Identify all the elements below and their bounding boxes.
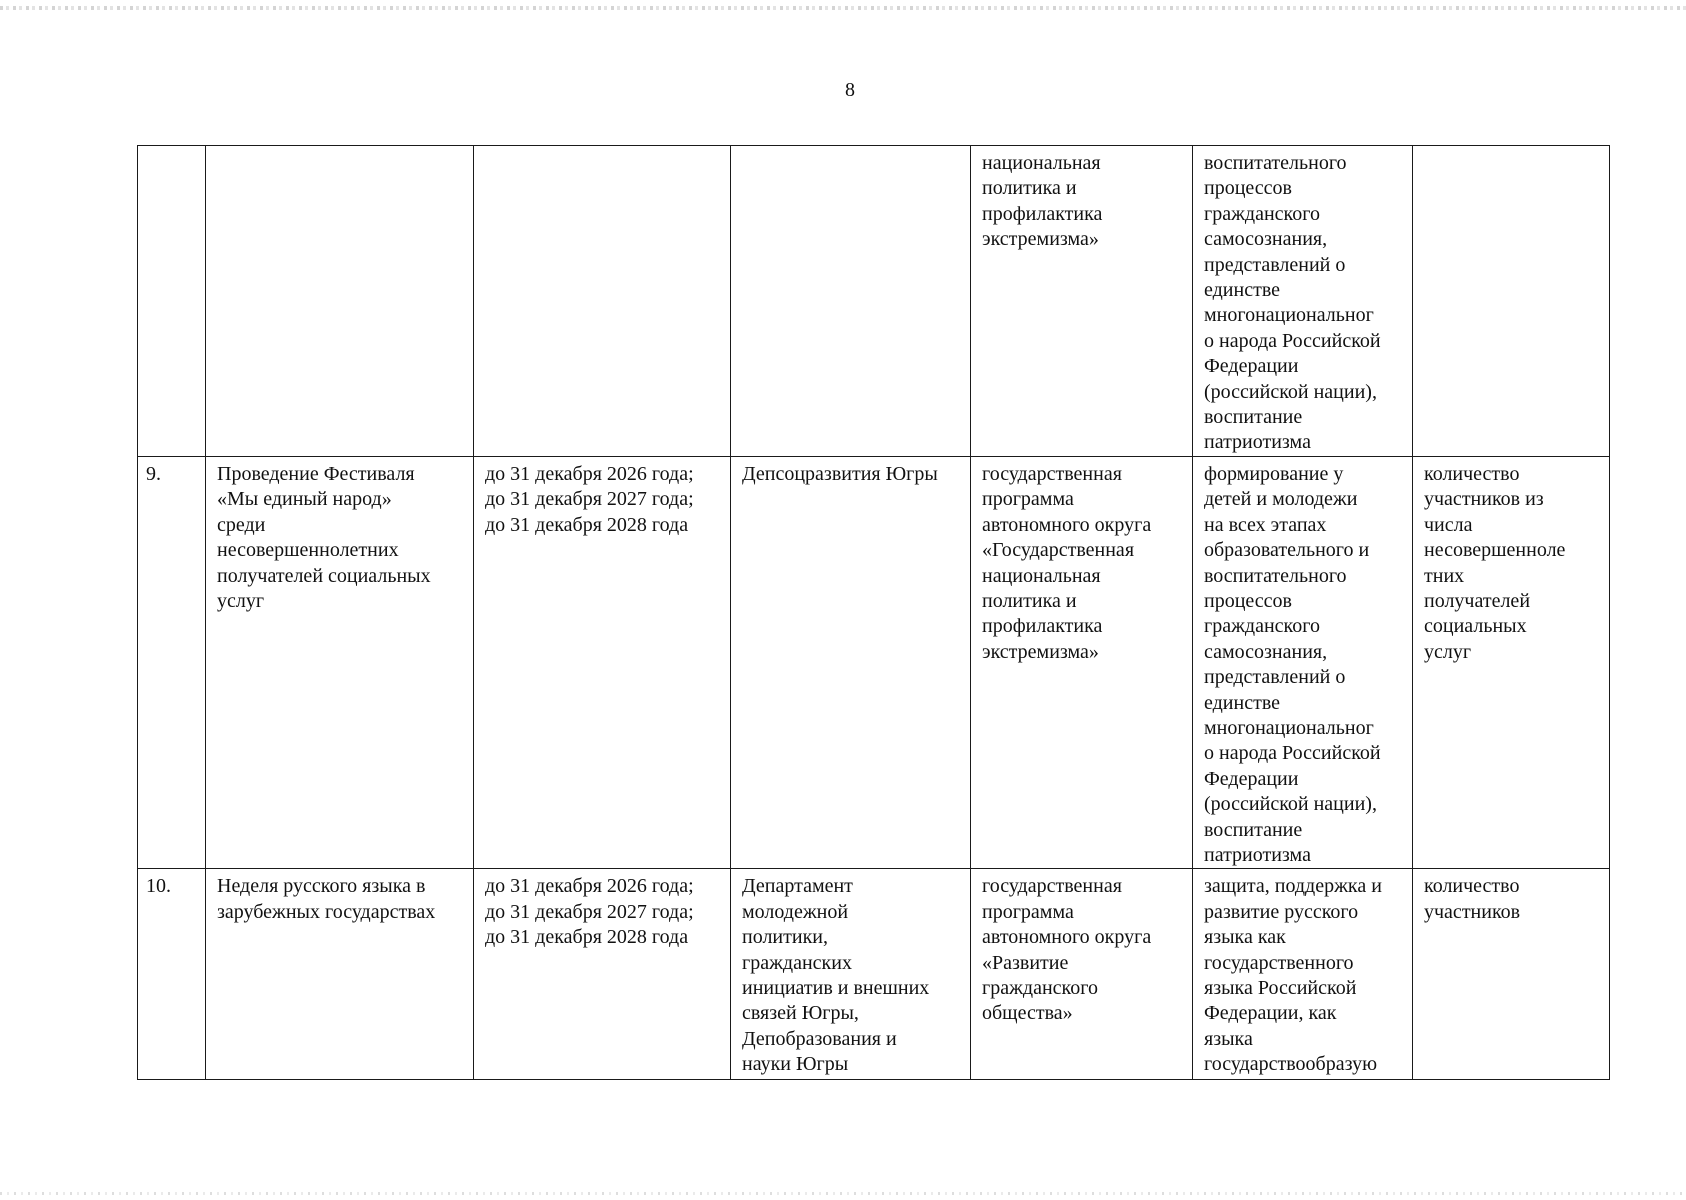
- program-cell: национальная политика и профилактика экстремизма»: [971, 146, 1193, 457]
- table-row: [138, 869, 1610, 1080]
- scan-edge-top: [0, 6, 1686, 10]
- program-cell: государственная программа автономного округа «Государственная национальная политика и профилактика экстремизма»: [971, 456, 1193, 869]
- indicator-cell: [1413, 146, 1610, 457]
- indicator-cell: количество участников из числа несовершенноле тних получателей социальных услуг: [1413, 456, 1610, 869]
- row-number-cell: [138, 146, 206, 457]
- event-cell: Проведение Фестиваля «Мы единый народ» среди несовершеннолетних получателей социальных услуг: [206, 456, 474, 869]
- indicator-cell: количество участников: [1413, 869, 1610, 1080]
- goal-cell: защита, поддержка и развитие русского языка как государственного языка Российской Федерации, как языка государствообразую: [1193, 869, 1413, 1080]
- deadline-cell: до 31 декабря 2026 года; до 31 декабря 2027 года; до 31 декабря 2028 года: [474, 456, 731, 869]
- scan-edge-bottom: [0, 1192, 1686, 1195]
- event-cell: Неделя русского языка в зарубежных государствах: [206, 869, 474, 1080]
- measures-table: [137, 145, 1610, 1080]
- program-cell: государственная программа автономного округа «Развитие гражданского общества»: [971, 869, 1193, 1080]
- event-cell: [206, 146, 474, 457]
- row-number-cell: 9.: [138, 456, 206, 869]
- goal-cell: воспитательного процессов гражданского самосознания, представлений о единстве многонациональног о народа Российской Федерации (российской нации), воспитание патриотизма: [1193, 146, 1413, 457]
- row-number-cell: 10.: [138, 869, 206, 1080]
- table-row: [138, 146, 1610, 457]
- responsible-cell: Департамент молодежной политики, гражданских инициатив и внешних связей Югры, Депобразования и науки Югры: [731, 869, 971, 1080]
- deadline-cell: [474, 146, 731, 457]
- table-row: [138, 456, 1610, 869]
- goal-cell: формирование у детей и молодежи на всех этапах образовательного и воспитательного процессов гражданского самосознания, представлений о единстве многонациональног о народа Российской Федерации (российской нации), воспитание патриотизма: [1193, 456, 1413, 869]
- deadline-cell: до 31 декабря 2026 года; до 31 декабря 2027 года; до 31 декабря 2028 года: [474, 869, 731, 1080]
- page-number: 8: [845, 79, 855, 101]
- responsible-cell: Депсоцразвития Югры: [731, 456, 971, 869]
- responsible-cell: [731, 146, 971, 457]
